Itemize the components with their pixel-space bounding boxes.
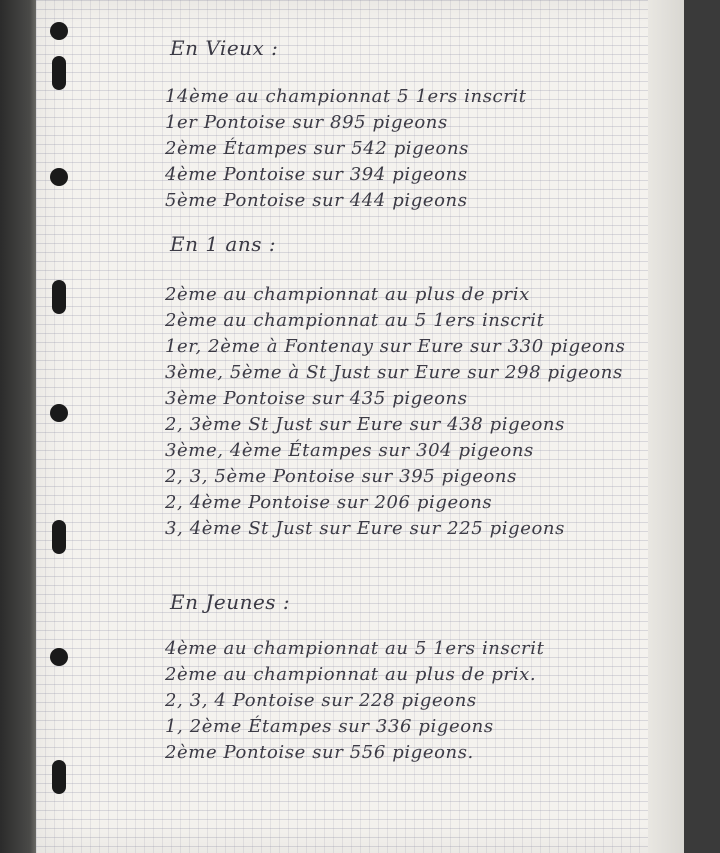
binder-hole — [50, 168, 68, 186]
results-list-vieux — [165, 84, 527, 214]
result-line: 3ème Pontoise sur 435 pigeons — [165, 388, 468, 409]
binder-hole — [50, 22, 68, 40]
result-line: 1er Pontoise sur 895 pigeons — [165, 112, 448, 133]
result-line: 5ème Pontoise sur 444 pigeons — [165, 190, 468, 211]
result-line: 2, 4ème Pontoise sur 206 pigeons — [165, 492, 493, 513]
section-heading-jeunes: En Jeunes : — [170, 590, 291, 614]
results-list-1-ans — [165, 282, 625, 542]
binder-hole — [52, 280, 66, 314]
result-line: 1, 2ème Étampes sur 336 pigeons — [165, 716, 494, 737]
binder-hole — [52, 56, 66, 90]
result-line: 2ème au championnat au plus de prix. — [165, 664, 537, 685]
section-heading-1-ans: En 1 ans : — [170, 232, 277, 256]
result-line: 2ème Étampes sur 542 pigeons — [165, 138, 470, 159]
binder-hole — [50, 648, 68, 666]
page-edge — [648, 0, 684, 853]
binder-hole — [50, 404, 68, 422]
result-line: 2, 3, 5ème Pontoise sur 395 pigeons — [165, 466, 517, 487]
result-line: 2, 3ème St Just sur Eure sur 438 pigeons — [165, 414, 565, 435]
result-line: 3ème, 4ème Étampes sur 304 pigeons — [165, 440, 534, 461]
result-line: 3, 4ème St Just sur Eure sur 225 pigeons — [165, 518, 565, 539]
result-line: 2ème au championnat au 5 1ers inscrit — [165, 310, 545, 331]
section-heading-vieux: En Vieux : — [170, 36, 279, 60]
result-line: 2ème au championnat au plus de prix — [165, 284, 530, 305]
result-line: 4ème au championnat au 5 1ers inscrit — [165, 638, 545, 659]
result-line: 2, 3, 4 Pontoise sur 228 pigeons — [165, 690, 477, 711]
result-line: 1er, 2ème à Fontenay sur Eure sur 330 pigeons — [165, 336, 626, 357]
result-line: 14ème au championnat 5 1ers inscrit — [165, 86, 527, 107]
result-line: 4ème Pontoise sur 394 pigeons — [165, 164, 468, 185]
result-line: 2ème Pontoise sur 556 pigeons. — [165, 742, 474, 763]
results-list-jeunes — [165, 636, 544, 766]
result-line: 3ème, 5ème à St Just sur Eure sur 298 pigeons — [165, 362, 623, 383]
binder-hole — [52, 760, 66, 794]
binder-hole — [52, 520, 66, 554]
